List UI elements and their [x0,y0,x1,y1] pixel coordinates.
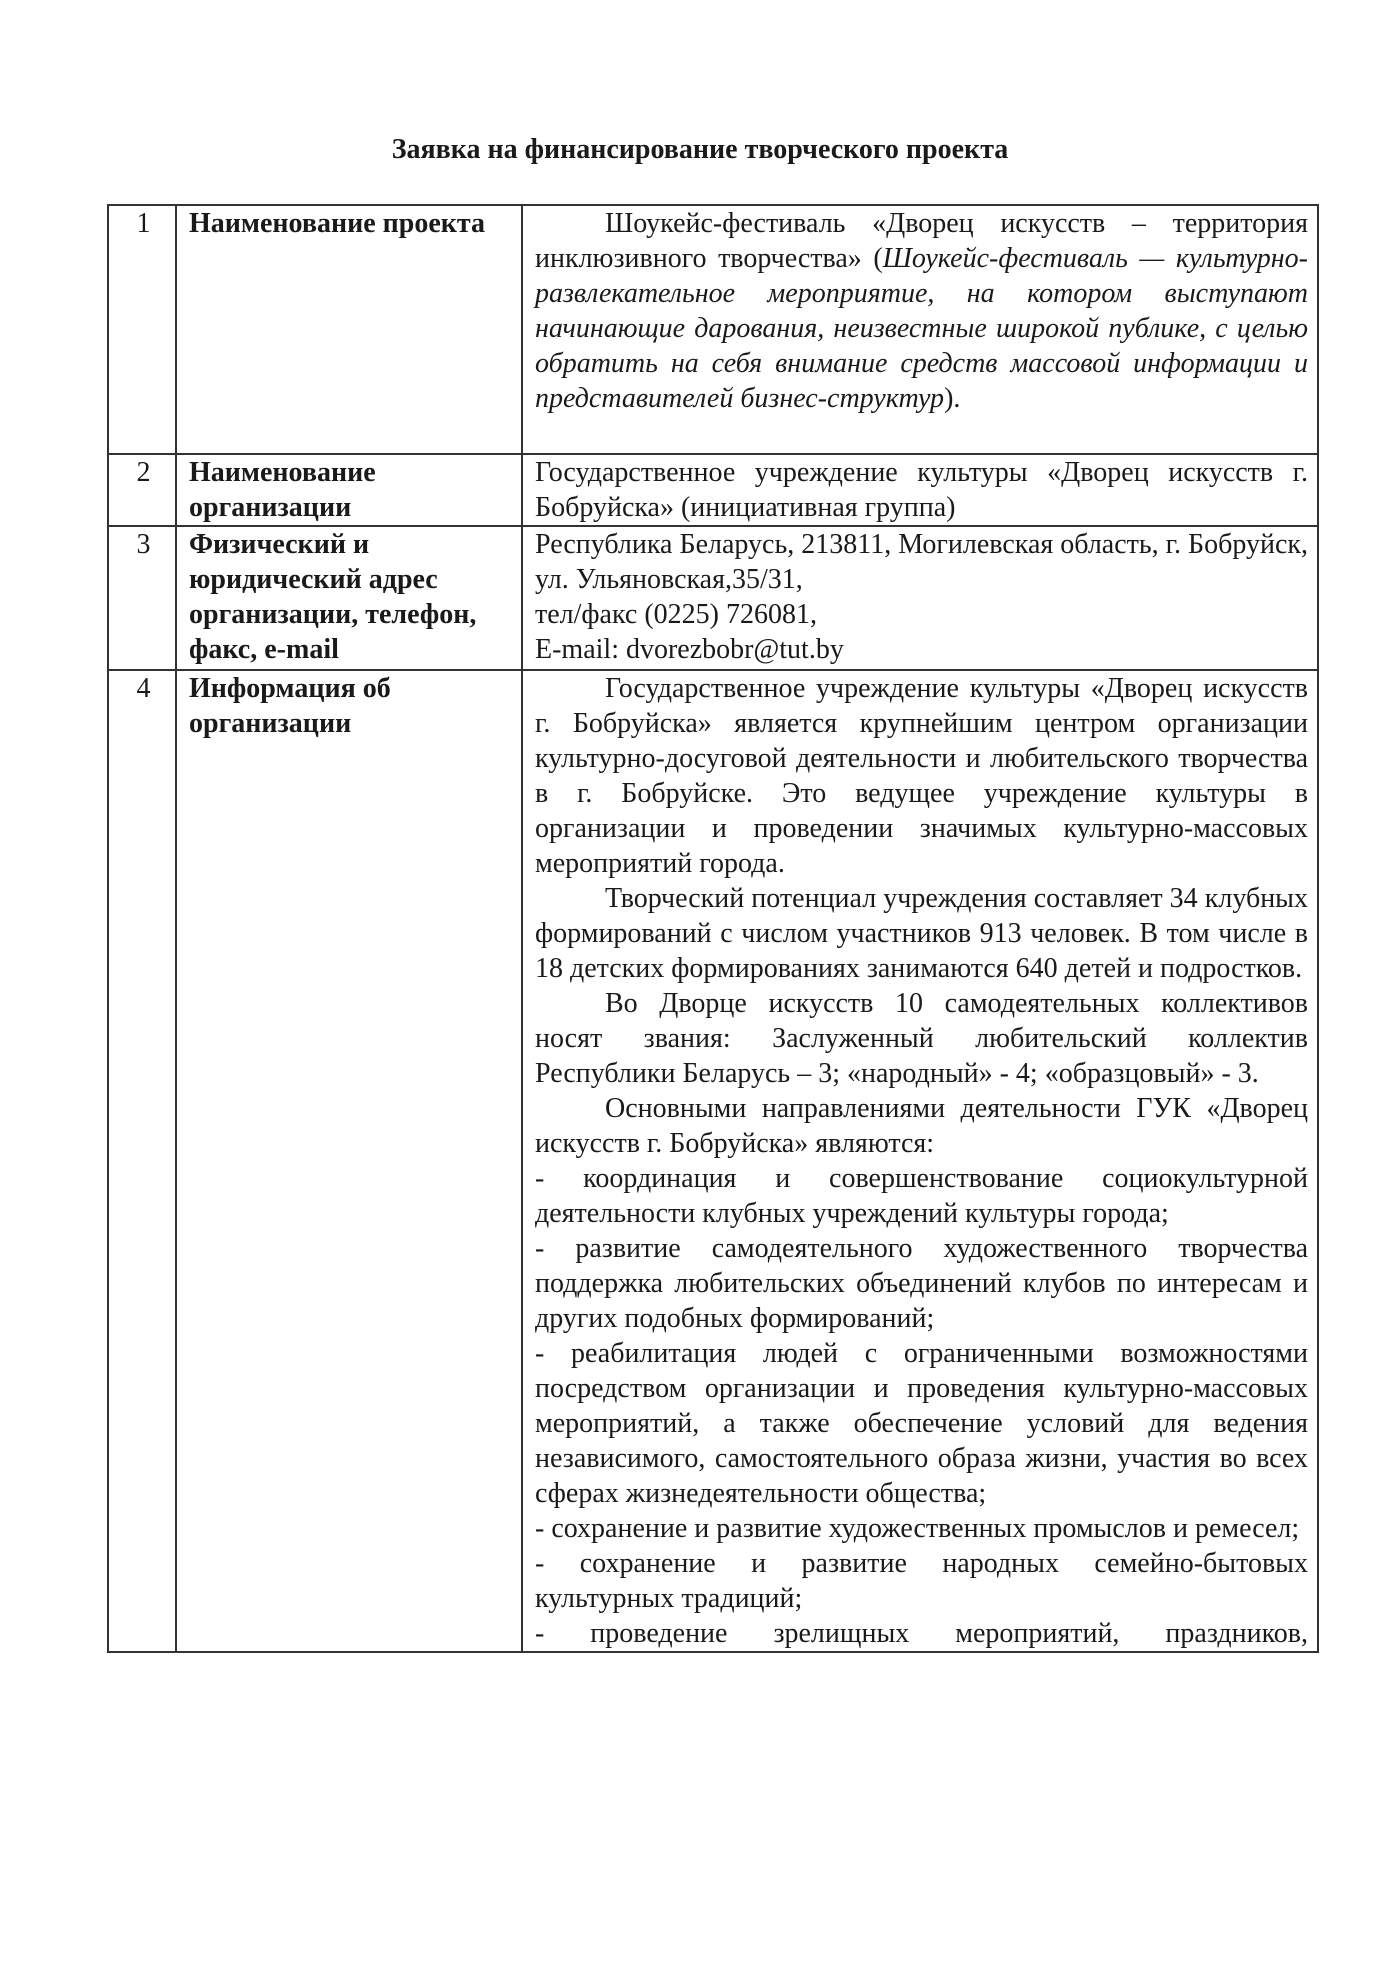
activity-item: - развитие самодеятельного художественного творчества поддержка любительских объединений клубов по интересам и других подобных формирований; [535,1233,1308,1334]
table-row [108,454,1318,526]
org-info-paragraph: Основными направлениями деятельности ГУК «Дворец искусств г. Бобруйска» являются: [535,1093,1308,1159]
activity-item: - сохранение и развитие художественных промыслов и ремесел; [535,1513,1300,1544]
table-row [108,526,1318,670]
phone-fax-line: тел/факс (0225) 726081, [535,599,817,630]
row-value [522,205,1318,454]
activity-item: - проведение зрелищных мероприятий, праздников, [535,1618,1308,1649]
row-number: 3 [108,526,176,670]
project-name-plain: Шоукейс-фестиваль «Дворец искусств – территория инклюзивного творчества» ( [535,208,1308,274]
row-label: Наименование проекта [176,205,522,454]
table-row [108,205,1318,454]
org-info-paragraph: Во Дворце искусств 10 самодеятельных коллективов носят звания: Заслуженный любительский коллектив Республики Беларусь – 3; «народный» - 4; «образцовый» - 3. [535,988,1308,1089]
email-line: E-mail: dvorezbobr@tut.by [535,634,844,665]
row-label: Информация об организации [176,670,522,1652]
organization-name: Государственное учреждение культуры «Дворец искусств г. Бобруйска» (инициативная группа) [535,457,1308,523]
document-title: Заявка на финансирование творческого проекта [391,134,1009,165]
row-number: 2 [108,454,176,526]
row-number: 1 [108,205,176,454]
row-value [522,670,1318,1652]
row-label: Физический и юридический адрес организации, телефон, факс, e-mail [176,526,522,670]
activity-item: - сохранение и развитие народных семейно-бытовых культурных традиций; [535,1548,1308,1614]
project-name-tail: ). [944,383,961,414]
application-table [107,204,1319,1653]
row-value [522,454,1318,526]
activity-item: - координация и совершенствование социокультурной деятельности клубных учреждений культуры города; [535,1163,1308,1229]
row-label: Наименование организации [176,454,522,526]
address-line: Республика Беларусь, 213811, Могилевская область, г. Бобруйск, ул. Ульяновская,35/31, [535,529,1308,595]
table-row [108,670,1318,1652]
project-name-text [535,206,1308,416]
activity-item: - реабилитация людей с ограниченными возможностями посредством организации и проведения культурно-массовых мероприятий, а также обеспечение условий для ведения независимого, самостоятельного образа жизни, участия во всех сферах жизнедеятельности общества; [535,1338,1308,1509]
row-value [522,526,1318,670]
org-info-paragraph: Государственное учреждение культуры «Дворец искусств г. Бобруйска» является крупнейшим центром организации культурно-досуговой деятельности и любительского творчества в г. Бобруйске. Это ведущее учреждение культуры в организации и проведении значимых культурно-массовых мероприятий города. [535,673,1308,879]
project-description-italic: Шоукейс-фестиваль — культурно-развлекательное мероприятие, на котором выступают начинающие дарования, неизвестные широкой публике, с целью обратить на себя внимание средств массовой информации и представителей бизнес-структур [535,243,1308,414]
org-info-paragraph: Творческий потенциал учреждения составляет 34 клубных формирований с числом участников 913 человек. В том числе в 18 детских формированиях занимаются 640 детей и подростков. [535,883,1308,984]
row-number: 4 [108,670,176,1652]
